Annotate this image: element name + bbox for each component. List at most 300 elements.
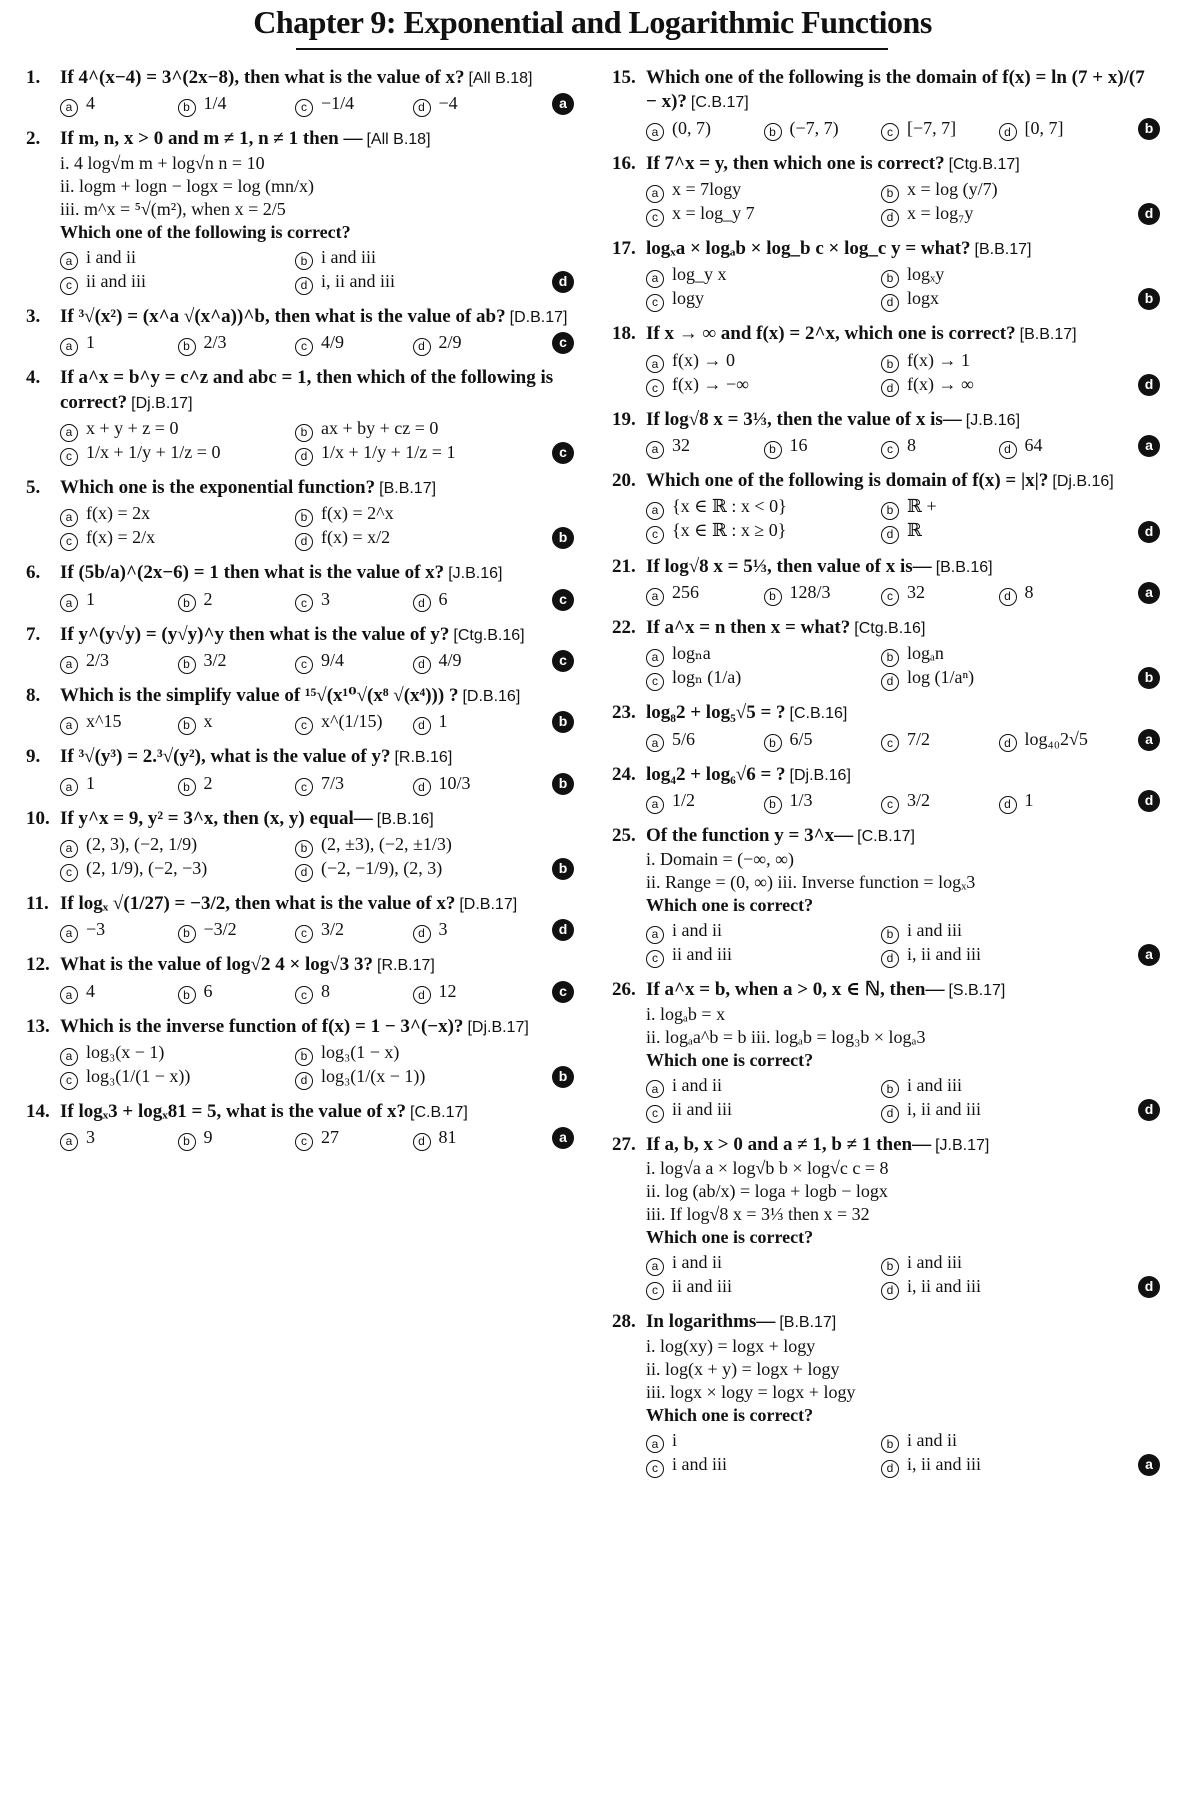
question-item: [612, 469, 1160, 542]
option-text: (0, 7): [672, 117, 711, 138]
option-text: i and ii: [672, 1252, 722, 1273]
question-text: [646, 469, 1160, 493]
options-grid: [60, 1041, 574, 1088]
option-d[interactable]: [413, 331, 531, 354]
question-prompt: Which one is correct?: [646, 1227, 814, 1248]
option-c[interactable]: [295, 1126, 413, 1149]
question-number: 4.: [26, 367, 41, 389]
option-c[interactable]: [881, 117, 999, 140]
option-d[interactable]: [881, 373, 1116, 396]
option-c[interactable]: [295, 710, 413, 733]
question-text: [60, 1015, 574, 1039]
option-d[interactable]: [881, 1098, 1116, 1121]
option-letter: a: [60, 594, 78, 612]
option-a[interactable]: [646, 1429, 881, 1452]
answer-badge: a: [1138, 729, 1160, 751]
option-text: (−7, 7): [789, 117, 839, 138]
question-header: [26, 623, 574, 647]
option-text: i and ii: [672, 920, 722, 941]
option-text: [0, 7]: [1024, 117, 1064, 138]
option-letter: b: [764, 734, 782, 752]
option-d[interactable]: [295, 441, 530, 464]
question-source: [Ctg.B.17]: [948, 155, 1020, 173]
question-number: 19.: [612, 408, 636, 430]
option-letter: d: [881, 1282, 899, 1300]
option-letter: a: [60, 778, 78, 796]
option-text: logx: [907, 288, 940, 309]
question-prompt: Which one is correct?: [646, 1049, 814, 1070]
answer-badge: d: [1138, 790, 1160, 812]
option-a[interactable]: [60, 417, 295, 440]
option-letter: b: [881, 270, 899, 288]
question-item: [612, 555, 1160, 604]
question-item: [612, 66, 1160, 140]
option-b[interactable]: [881, 1251, 1116, 1274]
option-text: i and iii: [907, 920, 962, 941]
option-b[interactable]: [295, 502, 530, 525]
option-text: −1/4: [321, 93, 355, 114]
question-header: [612, 469, 1160, 493]
question-stem: If a^x = b, when a > 0, x ∈ ℕ, then—: [646, 979, 945, 1001]
question-item: [612, 1310, 1160, 1476]
option-b[interactable]: [178, 918, 296, 941]
question-item: [26, 1015, 574, 1088]
question-stem: Which one is the exponential function?: [60, 476, 376, 498]
option-letter: d: [999, 734, 1017, 752]
option-c[interactable]: [646, 943, 881, 966]
option-c[interactable]: [295, 588, 413, 611]
option-c[interactable]: [295, 92, 413, 115]
option-letter: d: [295, 277, 313, 295]
option-d[interactable]: [881, 519, 1116, 542]
option-c[interactable]: [60, 857, 295, 880]
question-item: [26, 476, 574, 549]
question-source: [B.B.17]: [379, 479, 437, 497]
question-header: [26, 892, 574, 916]
option-a[interactable]: [60, 502, 295, 525]
option-c[interactable]: [60, 270, 295, 293]
option-text: 64: [1024, 435, 1043, 456]
option-letter: c: [295, 338, 313, 356]
option-c[interactable]: [646, 1275, 881, 1298]
option-letter: d: [881, 294, 899, 312]
option-letter: b: [295, 840, 313, 858]
question-item: [26, 892, 574, 941]
option-letter: a: [646, 926, 664, 944]
option-d[interactable]: [999, 117, 1117, 140]
options-grid: [646, 349, 1160, 396]
options-grid: [60, 588, 574, 611]
question-header: [26, 684, 574, 708]
option-a[interactable]: [646, 495, 881, 518]
question-number: 24.: [612, 763, 636, 785]
option-d[interactable]: [881, 202, 1116, 225]
option-text: 32: [907, 581, 925, 602]
option-c[interactable]: [295, 649, 413, 672]
question-header: [612, 555, 1160, 579]
options-grid: [60, 1126, 574, 1149]
option-text: log₃(1 − x): [321, 1042, 400, 1062]
option-b[interactable]: [178, 588, 296, 611]
option-text: i, ii and iii: [907, 1453, 981, 1474]
option-letter: d: [413, 986, 431, 1004]
option-text: i, ii and iii: [907, 944, 981, 965]
option-d[interactable]: [413, 772, 531, 795]
right-column: [612, 66, 1160, 1488]
option-d[interactable]: [295, 270, 530, 293]
option-b[interactable]: [178, 710, 296, 733]
option-letter: d: [413, 99, 431, 117]
question-source: [J.B.16]: [448, 565, 503, 583]
option-d[interactable]: [999, 581, 1117, 604]
option-b[interactable]: [764, 581, 882, 604]
option-a[interactable]: [646, 728, 764, 751]
option-c[interactable]: [646, 519, 881, 542]
option-text: 3/2: [203, 649, 227, 670]
question-text: [60, 366, 574, 415]
option-d[interactable]: [413, 918, 531, 941]
question-header: [612, 322, 1160, 346]
option-text: −4: [438, 93, 458, 114]
question-header: [612, 152, 1160, 176]
option-b[interactable]: [881, 1074, 1116, 1097]
option-letter: b: [881, 1435, 899, 1453]
option-a[interactable]: [60, 92, 178, 115]
option-d[interactable]: [881, 666, 1116, 689]
option-b[interactable]: [178, 772, 296, 795]
option-a[interactable]: [60, 772, 178, 795]
option-text: 2: [203, 772, 213, 793]
option-b[interactable]: [295, 1041, 530, 1064]
option-c[interactable]: [60, 441, 295, 464]
option-b[interactable]: [881, 178, 1116, 201]
question-text: [60, 892, 574, 916]
option-a[interactable]: [646, 1251, 881, 1274]
option-b[interactable]: [178, 1126, 296, 1149]
option-b[interactable]: [764, 728, 882, 751]
option-b[interactable]: [764, 117, 882, 140]
option-a[interactable]: [60, 1126, 178, 1149]
option-a[interactable]: [60, 833, 295, 856]
question-source: [Dj.B.16]: [1052, 473, 1114, 491]
option-letter: b: [178, 986, 196, 1004]
option-a[interactable]: [60, 710, 178, 733]
question-number: 13.: [26, 1015, 50, 1037]
option-letter: d: [413, 594, 431, 612]
option-letter: c: [646, 950, 664, 968]
option-text: 3: [86, 1127, 95, 1148]
question-item: [26, 366, 574, 464]
question-stem: Which one of the following is the domain of f(x) = ln (7 + x)/(7 − x)?: [646, 67, 1145, 113]
option-text: ii and iii: [672, 944, 732, 965]
option-text: 9/4: [321, 649, 345, 670]
option-c[interactable]: [646, 666, 881, 689]
option-letter: c: [295, 99, 313, 117]
option-c[interactable]: [295, 331, 413, 354]
option-a[interactable]: [60, 1041, 295, 1064]
option-a[interactable]: [646, 117, 764, 140]
option-b[interactable]: [295, 417, 530, 440]
option-letter: d: [413, 1133, 431, 1151]
question-item: [612, 322, 1160, 395]
option-a[interactable]: [646, 263, 881, 286]
option-letter: b: [881, 185, 899, 203]
question-header: [612, 408, 1160, 432]
question-source: [R.B.16]: [394, 749, 453, 767]
option-letter: c: [646, 1460, 664, 1478]
option-b[interactable]: [178, 331, 296, 354]
option-text: log_y x: [672, 264, 727, 285]
option-d[interactable]: [881, 1275, 1116, 1298]
option-text: 6/5: [789, 728, 813, 749]
option-b[interactable]: [881, 349, 1116, 372]
option-letter: a: [60, 338, 78, 356]
option-b[interactable]: [764, 789, 882, 812]
option-letter: b: [881, 1258, 899, 1276]
options-grid: [646, 263, 1160, 310]
question-item: [26, 127, 574, 293]
option-d[interactable]: [295, 526, 530, 549]
option-text: 3: [321, 588, 330, 609]
option-b[interactable]: [178, 649, 296, 672]
question-number: 21.: [612, 555, 636, 577]
question-number: 15.: [612, 67, 636, 88]
option-letter: b: [295, 509, 313, 527]
option-a[interactable]: [646, 434, 764, 457]
question-item: [612, 701, 1160, 750]
question-stem: Which is the inverse function of f(x) = 1 − 3^(−x)?: [60, 1015, 464, 1037]
answer-badge: d: [552, 919, 574, 941]
question-number: 16.: [612, 152, 636, 174]
answer-badge: b: [552, 858, 574, 880]
question-header: [612, 824, 1160, 848]
option-text: i, ii and iii: [321, 270, 395, 291]
question-number: 25.: [612, 824, 636, 846]
answer-badge: c: [552, 442, 574, 464]
statement: ii. logm + logn − logx = log (mn/x): [60, 175, 314, 196]
option-d[interactable]: [881, 943, 1116, 966]
option-d[interactable]: [881, 1453, 1116, 1476]
option-c[interactable]: [60, 526, 295, 549]
statement: ii. log(x + y) = logx + logy: [646, 1358, 840, 1379]
option-a[interactable]: [60, 649, 178, 672]
question-item: [26, 684, 574, 733]
question-header: [26, 953, 574, 977]
option-text: i and iii: [672, 1453, 727, 1474]
option-letter: b: [764, 441, 782, 459]
option-letter: d: [999, 441, 1017, 459]
answer-badge: c: [552, 981, 574, 1003]
option-text: 8: [1024, 581, 1034, 602]
option-text: x = log₇y: [907, 203, 974, 223]
option-letter: a: [60, 252, 78, 270]
option-d[interactable]: [295, 857, 530, 880]
question-stem: If log√8 x = 3⅓, then the value of x is—: [646, 408, 962, 430]
option-d[interactable]: [881, 287, 1116, 310]
question-item: [26, 305, 574, 354]
option-a[interactable]: [60, 331, 178, 354]
option-d[interactable]: [413, 588, 531, 611]
option-letter: a: [60, 986, 78, 1004]
question-source: [B.B.16]: [376, 810, 434, 828]
option-text: (2, 1/9), (−2, −3): [86, 857, 208, 878]
option-b[interactable]: [178, 92, 296, 115]
option-letter: a: [646, 270, 664, 288]
statement: i. 4 log√m m + log√n n = 10: [60, 152, 265, 173]
option-letter: b: [178, 717, 196, 735]
option-c[interactable]: [646, 1453, 881, 1476]
option-letter: c: [295, 656, 313, 674]
option-letter: a: [60, 1133, 78, 1151]
statement: ii. logₐa^b = b iii. logₐb = log₃b × logₐ3: [646, 1026, 926, 1047]
option-text: 256: [672, 581, 699, 602]
options-grid: [646, 117, 1160, 140]
option-letter: c: [881, 796, 899, 814]
option-a[interactable]: [646, 349, 881, 372]
option-letter: d: [881, 950, 899, 968]
option-c[interactable]: [295, 980, 413, 1003]
question-stem: If ³√(x²) = (x^a √(x^a))^b, then what is the value of ab?: [60, 305, 506, 327]
option-d[interactable]: [413, 710, 531, 733]
option-letter: d: [413, 338, 431, 356]
option-c[interactable]: [646, 1098, 881, 1121]
options-grid: [646, 1429, 1160, 1476]
option-b[interactable]: [881, 495, 1116, 518]
option-text: 27: [321, 1127, 339, 1148]
option-text: 4/9: [438, 649, 462, 670]
option-b[interactable]: [178, 980, 296, 1003]
option-a[interactable]: [60, 918, 178, 941]
question-text: [60, 305, 574, 329]
question-header: [26, 807, 574, 831]
option-text: 2/9: [438, 332, 462, 353]
question-header: [612, 1133, 1160, 1157]
option-a[interactable]: [646, 919, 881, 942]
options-grid: [60, 246, 574, 293]
option-text: 8: [321, 980, 330, 1001]
option-a[interactable]: [60, 980, 178, 1003]
question-text: [60, 745, 574, 769]
question-source: [Ctg.B.16]: [453, 626, 525, 644]
option-letter: b: [764, 123, 782, 141]
option-c[interactable]: [646, 287, 881, 310]
option-letter: b: [178, 925, 196, 943]
option-b[interactable]: [764, 434, 882, 457]
option-c[interactable]: [881, 728, 999, 751]
option-letter: c: [646, 1282, 664, 1300]
question-header: [612, 616, 1160, 640]
question-number: 26.: [612, 979, 636, 1001]
question-stem: If ³√(y³) = 2.³√(y²), what is the value of y?: [60, 746, 391, 768]
question-item: [26, 623, 574, 672]
option-a[interactable]: [646, 1074, 881, 1097]
answer-badge: a: [1138, 1454, 1160, 1476]
question-number: 5.: [26, 476, 41, 498]
question-stem: If 4^(x−4) = 3^(2x−8), then what is the value of x?: [60, 67, 465, 88]
question-header: [612, 1310, 1160, 1334]
answer-badge: a: [1138, 582, 1160, 604]
statement: iii. If log√8 x = 3⅓ then x = 32: [646, 1204, 870, 1225]
option-c[interactable]: [295, 918, 413, 941]
option-b[interactable]: [881, 642, 1116, 665]
option-text: x^15: [86, 711, 122, 732]
option-d[interactable]: [413, 92, 531, 115]
option-a[interactable]: [60, 588, 178, 611]
option-text: 1: [86, 332, 95, 353]
option-text: 2/3: [86, 649, 110, 670]
option-a[interactable]: [60, 246, 295, 269]
option-letter: a: [646, 796, 664, 814]
question-item: [612, 616, 1160, 689]
option-c[interactable]: [881, 581, 999, 604]
option-text: 4/9: [321, 332, 345, 353]
question-item: [612, 408, 1160, 457]
option-text: ℝ: [907, 520, 922, 541]
option-b[interactable]: [881, 1429, 1116, 1452]
option-d[interactable]: [413, 649, 531, 672]
question-number: 8.: [26, 684, 41, 706]
option-letter: a: [646, 734, 664, 752]
option-text: f(x) = x/2: [321, 527, 391, 548]
option-a[interactable]: [646, 789, 764, 812]
option-letter: d: [413, 925, 431, 943]
option-letter: d: [881, 1460, 899, 1478]
option-c[interactable]: [881, 789, 999, 812]
option-letter: b: [881, 502, 899, 520]
option-a[interactable]: [646, 581, 764, 604]
question-text: [60, 1100, 574, 1124]
option-b[interactable]: [295, 833, 530, 856]
option-d[interactable]: [999, 728, 1117, 751]
option-d[interactable]: [999, 789, 1117, 812]
option-d[interactable]: [999, 434, 1117, 457]
answer-badge: b: [1138, 288, 1160, 310]
option-text: logy: [672, 288, 705, 309]
question-header: [26, 127, 574, 151]
option-c[interactable]: [60, 1065, 295, 1088]
option-d[interactable]: [295, 1065, 530, 1088]
option-d[interactable]: [413, 980, 531, 1003]
option-text: (−2, −1/9), (2, 3): [321, 857, 443, 878]
question-item: [612, 237, 1160, 310]
question-number: 23.: [612, 702, 636, 724]
option-b[interactable]: [881, 263, 1116, 286]
option-text: 1/3: [789, 789, 813, 810]
option-c[interactable]: [646, 202, 881, 225]
question-source: [S.B.17]: [948, 982, 1006, 1000]
option-b[interactable]: [881, 919, 1116, 942]
option-a[interactable]: [646, 642, 881, 665]
option-letter: b: [178, 778, 196, 796]
question-item: [26, 1100, 574, 1149]
option-a[interactable]: [646, 178, 881, 201]
option-b[interactable]: [295, 246, 530, 269]
question-item: [612, 152, 1160, 225]
options-grid: [60, 833, 574, 880]
answer-badge: b: [1138, 667, 1160, 689]
options-grid: [60, 772, 574, 795]
question-source: [B.B.17]: [974, 241, 1032, 259]
option-c[interactable]: [881, 434, 999, 457]
statement: ii. log (ab/x) = loga + logb − logx: [646, 1181, 888, 1202]
statement: i. log√a a × log√b b × log√c c = 8: [646, 1158, 889, 1179]
options-grid: [60, 918, 574, 941]
option-c[interactable]: [295, 772, 413, 795]
option-d[interactable]: [413, 1126, 531, 1149]
option-c[interactable]: [646, 373, 881, 396]
option-letter: d: [881, 379, 899, 397]
options-grid: [646, 789, 1160, 812]
